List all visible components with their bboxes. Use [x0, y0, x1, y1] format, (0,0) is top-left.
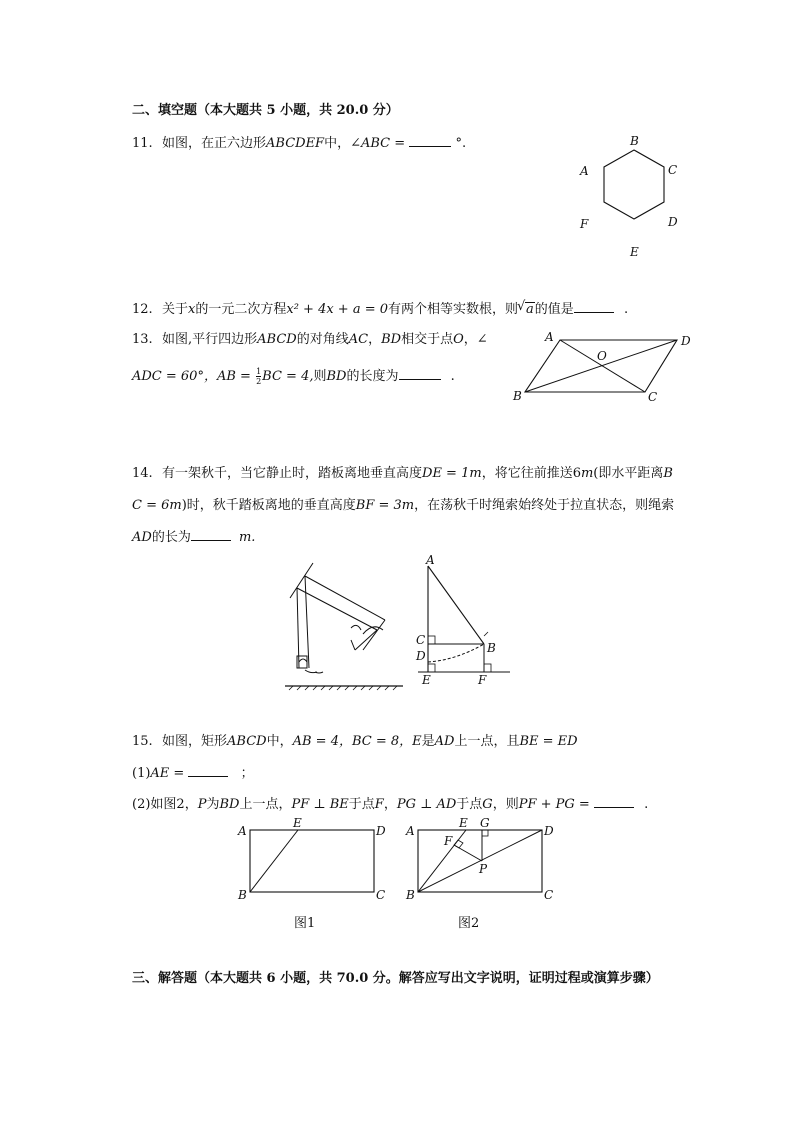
label-E: E [422, 673, 431, 687]
rectangle-figure-2 [404, 816, 558, 904]
label-A: A [545, 330, 554, 344]
swing-illustration [285, 558, 405, 690]
label-D: D [376, 824, 386, 838]
answer-blank[interactable] [594, 807, 634, 808]
label-O: O [597, 349, 607, 363]
question-number: 12. [132, 302, 153, 317]
question-number: 15. [132, 734, 153, 749]
label-C: C [544, 888, 554, 902]
question-number: 11. [132, 136, 153, 151]
label-C: C [668, 163, 678, 177]
figure-2-caption: 图2 [458, 916, 480, 931]
label-F: F [444, 834, 453, 848]
label-P: P [479, 862, 488, 876]
question-number: 14. [132, 466, 153, 481]
label-A: A [426, 553, 435, 567]
question-11: 11. 如图，在正六边形ABCDEF中，∠ABC = °. [132, 136, 467, 151]
section-2-title: 二、填空题（本大题共 5 小题，共 20.0 分） [132, 103, 399, 118]
label-B: B [630, 134, 639, 148]
question-number: 13. [132, 332, 153, 347]
parallelogram-figure [505, 328, 705, 408]
label-C: C [376, 888, 386, 902]
sqrt-a: √ a [525, 302, 535, 316]
question-13-line-2: ADC = 60°，AB = $\frac{1}{2}$ BC = 4,则BD的长度为 . [132, 367, 455, 386]
question-15-line-1: 15. 如图，矩形ABCD中，AB = 4，BC = 8，E是AD上一点，且BE = ED [132, 734, 578, 749]
diagonal-BD [525, 340, 677, 392]
swing-diagram [410, 552, 520, 688]
question-14-line-3: AD的长为 m. [132, 530, 256, 545]
label-B: B [238, 888, 247, 902]
label-E: E [630, 245, 639, 259]
label-D: D [544, 824, 554, 838]
question-14-line-1: 14. 有一架秋千，当它静止时，踏板离地垂直高度DE = 1m，将它往前推送6m(即水平距离B [132, 466, 673, 481]
question-15-part-2: (2)如图2，P为BD上一点，PF ⊥ BE于点F，PG ⊥ AD于点G，则PF + PG = . [132, 797, 649, 812]
question-12: 12. 关于x的一元二次方程x² + 4x + a = 0有两个相等实数根，则√ a的值是 . [132, 302, 628, 316]
figure-1-caption: 图1 [294, 916, 316, 931]
question-13-line-1: 13. 如图,平行四边形ABCD的对角线AC，BD相交于点O，∠ [132, 332, 488, 347]
label-B: B [513, 389, 522, 403]
section-3-title: 三、解答题（本大题共 6 小题，共 70.0 分。解答应写出文字说明，证明过程或演算步骤） [132, 971, 659, 986]
answer-blank[interactable] [399, 379, 441, 380]
label-D: D [681, 334, 691, 348]
label-A: A [580, 164, 589, 178]
question-15-part-1: (1)AE = ； [132, 766, 254, 781]
hexagon-shape [604, 150, 664, 219]
answer-blank[interactable] [188, 776, 228, 777]
label-B: B [487, 641, 496, 655]
answer-blank[interactable] [409, 146, 451, 147]
answer-blank[interactable] [574, 312, 614, 313]
fraction-half: $\frac{1}{2}$ [256, 367, 262, 386]
question-14-line-2: C = 6m)时，秋千踏板离地的垂直高度BF = 3m，在荡秋千时绳索始终处于拉直状态，则绳索 [132, 498, 675, 513]
label-D: D [668, 215, 678, 229]
label-E: E [459, 816, 468, 830]
label-C: C [416, 633, 426, 647]
label-F: F [478, 673, 487, 687]
label-B: B [406, 888, 415, 902]
label-G: G [480, 816, 490, 830]
label-D: D [416, 649, 426, 663]
label-E: E [293, 816, 302, 830]
answer-blank[interactable] [191, 540, 231, 541]
label-C: C [648, 390, 658, 404]
label-A: A [406, 824, 415, 838]
hexagon-figure [570, 130, 700, 260]
label-F: F [580, 217, 589, 231]
label-A: A [238, 824, 247, 838]
rectangle-figure-1 [236, 816, 386, 904]
